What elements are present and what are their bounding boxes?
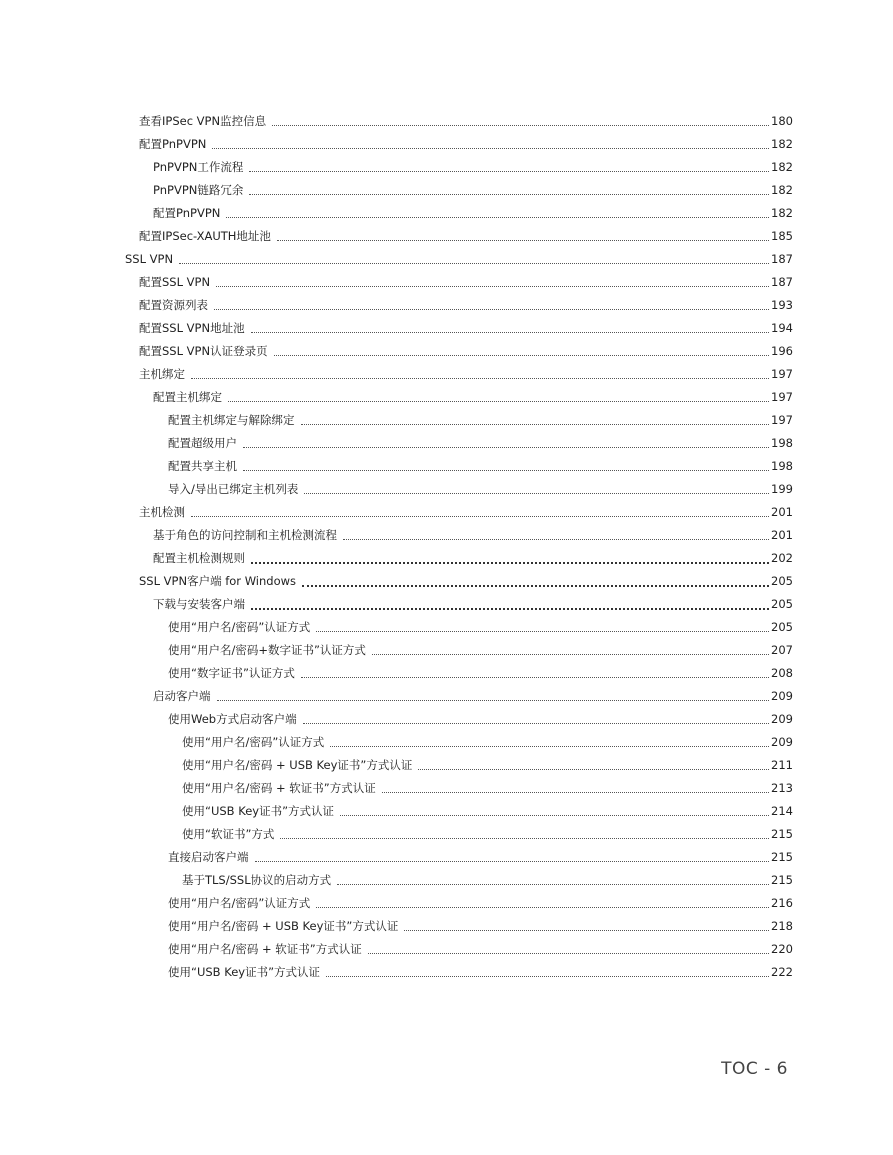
toc-entry[interactable]	[0, 202, 893, 225]
dot-leader	[249, 194, 769, 195]
toc-entry-title: 使用“软证书”方式	[182, 827, 275, 841]
toc-entry[interactable]	[0, 823, 893, 846]
dot-leader	[272, 125, 769, 126]
toc-entry-page-number: 193	[771, 298, 793, 312]
dot-leader	[243, 470, 769, 471]
toc-entry-title: 使用“数字证书”认证方式	[168, 666, 295, 680]
toc-entry-title: 基于角色的访问控制和主机检测流程	[153, 528, 337, 542]
toc-entry-page-number: 214	[771, 804, 793, 818]
toc-entry-title: 主机检测	[139, 505, 185, 519]
toc-entry-page-number: 182	[771, 206, 793, 220]
toc-entry[interactable]	[0, 915, 893, 938]
toc-entry-title: 配置SSL VPN地址池	[139, 321, 245, 335]
toc-entry[interactable]	[0, 225, 893, 248]
toc-entry-title: 配置主机检测规则	[153, 551, 245, 565]
dot-leader	[255, 861, 770, 862]
toc-entry-page-number: 208	[771, 666, 793, 680]
toc-entry-page-number: 197	[771, 390, 793, 404]
dot-leader	[179, 263, 769, 264]
toc-entry-title: 使用“USB Key证书”方式认证	[182, 804, 335, 818]
toc-entry-page-number: 194	[771, 321, 793, 335]
toc-entry-title: 使用“用户名/密码 + USB Key证书”方式认证	[168, 919, 399, 933]
toc-entry-title: 直接启动客户端	[168, 850, 249, 864]
dot-leader	[302, 585, 769, 587]
toc-entry[interactable]	[0, 639, 893, 662]
toc-entry[interactable]	[0, 156, 893, 179]
toc-entry-page-number: 209	[771, 712, 793, 726]
toc-entry[interactable]	[0, 386, 893, 409]
toc-entry-page-number: 205	[771, 597, 793, 611]
dot-leader	[191, 378, 769, 379]
toc-entry-page-number: 180	[771, 114, 793, 128]
toc-entry-title: 基于TLS/SSL协议的启动方式	[182, 873, 332, 887]
toc-entry-title: SSL VPN客户端 for Windows	[139, 574, 297, 588]
page-number: TOC - 6	[721, 1059, 788, 1079]
toc-entry[interactable]	[0, 961, 893, 984]
toc-entry-page-number: 182	[771, 160, 793, 174]
dot-leader	[343, 539, 769, 540]
toc-entry-page-number: 205	[771, 574, 793, 588]
toc-entry-page-number: 187	[771, 252, 793, 266]
dot-leader	[301, 677, 769, 678]
dot-leader	[249, 171, 769, 172]
toc-entry[interactable]	[0, 340, 893, 363]
dot-leader	[404, 930, 769, 931]
toc-entry[interactable]	[0, 501, 893, 524]
toc-entry[interactable]	[0, 363, 893, 386]
toc-entry[interactable]	[0, 409, 893, 432]
toc-entry-title: 使用“用户名/密码+数字证书”认证方式	[168, 643, 366, 657]
dot-leader	[304, 493, 769, 494]
dot-leader	[274, 355, 769, 356]
toc-entry-page-number: 197	[771, 413, 793, 427]
dot-leader	[337, 884, 769, 885]
toc-entry[interactable]	[0, 731, 893, 754]
toc-entry-page-number: 201	[771, 505, 793, 519]
dot-leader	[214, 309, 769, 310]
toc-entry[interactable]	[0, 294, 893, 317]
toc-entry-page-number: 211	[771, 758, 793, 772]
toc-entry-page-number: 215	[771, 850, 793, 864]
table-of-contents	[0, 110, 893, 984]
dot-leader	[277, 240, 769, 241]
dot-leader	[316, 631, 769, 632]
toc-entry[interactable]	[0, 800, 893, 823]
toc-entry-page-number: 198	[771, 436, 793, 450]
toc-entry-title: 使用Web方式启动客户端	[168, 712, 297, 726]
toc-entry-page-number: 215	[771, 873, 793, 887]
toc-entry[interactable]	[0, 524, 893, 547]
dot-leader	[340, 815, 769, 816]
toc-entry-title: 配置共享主机	[168, 459, 237, 473]
dot-leader	[228, 401, 769, 402]
toc-entry[interactable]	[0, 110, 893, 133]
dot-leader	[251, 332, 769, 333]
toc-entry-page-number: 185	[771, 229, 793, 243]
toc-entry-title: 配置主机绑定	[153, 390, 222, 404]
toc-entry[interactable]	[0, 317, 893, 340]
toc-entry-title: 使用“用户名/密码 + 软证书”方式认证	[182, 781, 376, 795]
toc-entry-title: 使用“用户名/密码”认证方式	[168, 896, 311, 910]
dot-leader	[303, 723, 769, 724]
toc-entry-page-number: 207	[771, 643, 793, 657]
toc-entry-title: 导入/导出已绑定主机列表	[168, 482, 299, 496]
toc-entry[interactable]	[0, 248, 893, 271]
toc-entry-title: 配置PnPVPN	[153, 206, 221, 220]
toc-entry-page-number: 198	[771, 459, 793, 473]
toc-entry[interactable]	[0, 892, 893, 915]
toc-entry[interactable]	[0, 846, 893, 869]
toc-entry-title: 使用“用户名/密码 + USB Key证书”方式认证	[182, 758, 413, 772]
toc-entry[interactable]	[0, 869, 893, 892]
toc-entry-page-number: 202	[771, 551, 793, 565]
toc-entry[interactable]	[0, 570, 893, 593]
toc-entry-title: 查看IPSec VPN监控信息	[139, 114, 267, 128]
dot-leader	[243, 447, 769, 448]
toc-entry-title: SSL VPN	[125, 252, 174, 266]
toc-entry[interactable]	[0, 662, 893, 685]
toc-entry[interactable]	[0, 478, 893, 501]
dot-leader	[216, 286, 769, 287]
toc-entry-title: 配置超级用户	[168, 436, 237, 450]
toc-entry-page-number: 213	[771, 781, 793, 795]
dot-leader	[316, 907, 769, 908]
toc-entry[interactable]	[0, 455, 893, 478]
toc-entry-title: 配置主机绑定与解除绑定	[168, 413, 295, 427]
toc-entry-page-number: 209	[771, 735, 793, 749]
toc-entry[interactable]	[0, 777, 893, 800]
dot-leader	[418, 769, 769, 770]
dot-leader	[382, 792, 769, 793]
toc-entry-title: 使用“用户名/密码”认证方式	[182, 735, 325, 749]
toc-entry[interactable]	[0, 133, 893, 156]
toc-entry-page-number: 215	[771, 827, 793, 841]
toc-entry-title: PnPVPN工作流程	[153, 160, 244, 174]
toc-entry[interactable]	[0, 938, 893, 961]
dot-leader	[326, 976, 769, 977]
toc-entry-page-number: 187	[771, 275, 793, 289]
dot-leader	[330, 746, 769, 747]
toc-entry-title: 配置IPSec-XAUTH地址池	[139, 229, 271, 243]
toc-entry[interactable]	[0, 179, 893, 202]
toc-entry[interactable]	[0, 708, 893, 731]
toc-entry-title: 配置PnPVPN	[139, 137, 207, 151]
toc-entry-title: 下载与安装客户端	[153, 597, 245, 611]
toc-entry[interactable]	[0, 685, 893, 708]
dot-leader	[251, 608, 769, 610]
toc-entry[interactable]	[0, 593, 893, 616]
dot-leader	[301, 424, 770, 425]
toc-entry-page-number: 209	[771, 689, 793, 703]
toc-entry-title: 配置资源列表	[139, 298, 208, 312]
toc-entry-page-number: 218	[771, 919, 793, 933]
toc-entry-page-number: 196	[771, 344, 793, 358]
toc-entry-page-number: 222	[771, 965, 793, 979]
toc-entry-page-number: 216	[771, 896, 793, 910]
toc-entry[interactable]	[0, 271, 893, 294]
toc-entry[interactable]	[0, 432, 893, 455]
dot-leader	[280, 838, 769, 839]
toc-entry-title: 启动客户端	[153, 689, 211, 703]
dot-leader	[191, 516, 769, 517]
dot-leader	[217, 700, 770, 701]
toc-entry[interactable]	[0, 547, 893, 570]
dot-leader	[372, 654, 769, 655]
toc-entry-page-number: 201	[771, 528, 793, 542]
toc-entry-title: 使用“USB Key证书”方式认证	[168, 965, 321, 979]
toc-entry-page-number: 182	[771, 137, 793, 151]
toc-entry-title: 主机绑定	[139, 367, 185, 381]
toc-entry[interactable]	[0, 616, 893, 639]
dot-leader	[368, 953, 769, 954]
toc-entry-title: 使用“用户名/密码 + 软证书”方式认证	[168, 942, 362, 956]
toc-entry-page-number: 199	[771, 482, 793, 496]
toc-entry[interactable]	[0, 754, 893, 777]
toc-entry-page-number: 220	[771, 942, 793, 956]
toc-entry-title: 配置SSL VPN	[139, 275, 211, 289]
toc-entry-page-number: 197	[771, 367, 793, 381]
toc-entry-page-number: 205	[771, 620, 793, 634]
dot-leader	[251, 562, 769, 564]
toc-entry-page-number: 182	[771, 183, 793, 197]
toc-entry-title: PnPVPN链路冗余	[153, 183, 244, 197]
dot-leader	[212, 148, 769, 149]
toc-entry-title: 使用“用户名/密码”认证方式	[168, 620, 311, 634]
dot-leader	[226, 217, 769, 218]
toc-entry-title: 配置SSL VPN认证登录页	[139, 344, 268, 358]
